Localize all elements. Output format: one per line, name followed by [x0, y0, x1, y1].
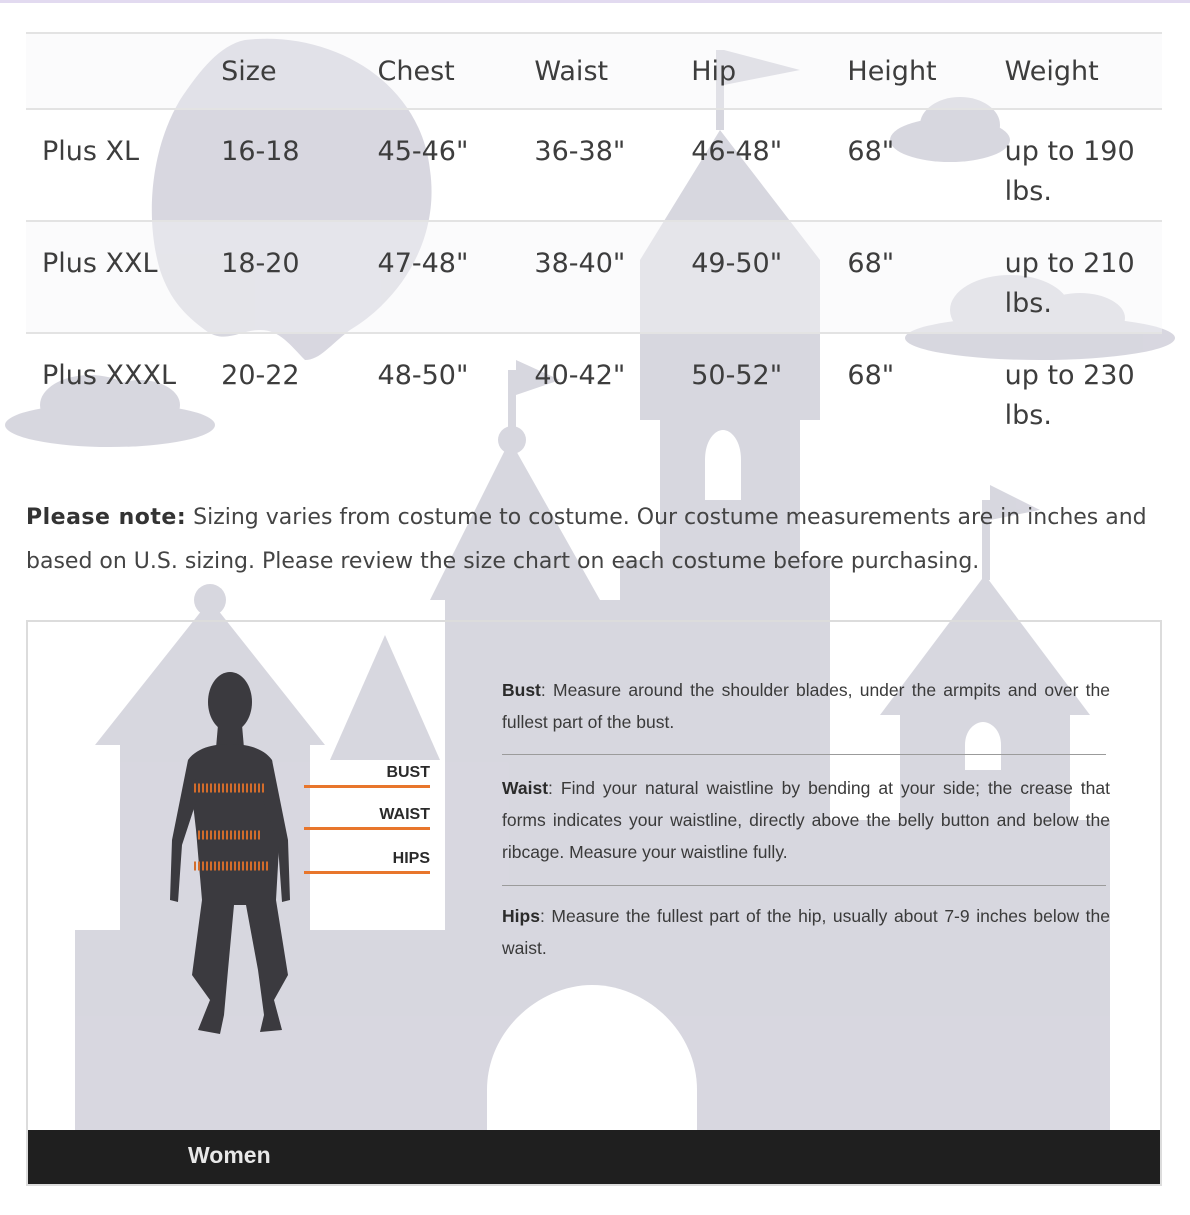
waist-label: WAIST	[379, 806, 430, 823]
cell-size: 18-20	[221, 221, 377, 333]
cell-height: 68"	[847, 109, 1004, 221]
table-row	[26, 109, 1162, 221]
measurement-guide	[26, 620, 1162, 1186]
divider	[502, 885, 1106, 886]
header-weight: Weight	[1005, 33, 1162, 109]
bust-description	[502, 674, 1110, 738]
bust-line	[304, 785, 430, 788]
hips-description	[502, 900, 1110, 964]
header-waist: Waist	[534, 33, 691, 109]
cell-waist: 40-42"	[534, 333, 691, 445]
header-height: Height	[847, 33, 1004, 109]
cell-label: Plus XXXL	[26, 333, 221, 445]
cell-label: Plus XL	[26, 109, 221, 221]
bust-label: BUST	[386, 764, 430, 781]
header-chest: Chest	[378, 33, 535, 109]
table-row	[26, 221, 1162, 333]
size-chart-table	[26, 32, 1162, 445]
guide-gender-label: Women	[188, 1142, 271, 1168]
hips-term: Hips	[502, 906, 540, 926]
cell-waist: 36-38"	[534, 109, 691, 221]
note-label: Please note:	[26, 505, 187, 530]
cell-height: 68"	[847, 333, 1004, 445]
bust-text: : Measure around the shoulder blades, under the armpits and over the fullest part of the bust.	[502, 680, 1110, 732]
header-label	[26, 33, 221, 109]
cell-weight: up to 210 lbs.	[1005, 221, 1162, 333]
hips-label: HIPS	[392, 850, 430, 867]
cell-hip: 49-50"	[691, 221, 847, 333]
cell-height: 68"	[847, 221, 1004, 333]
cell-weight: up to 230 lbs.	[1005, 333, 1162, 445]
cell-hip: 50-52"	[691, 333, 847, 445]
waist-description	[502, 772, 1110, 868]
header-hip: Hip	[691, 33, 847, 109]
waist-line	[304, 827, 430, 830]
note-text: Sizing varies from costume to costume. Our costume measurements are in inches and based on U.S. sizing. Please review the size chart on each costume before purchasing.	[26, 505, 1147, 574]
cell-size: 16-18	[221, 109, 377, 221]
cell-size: 20-22	[221, 333, 377, 445]
cell-chest: 48-50"	[378, 333, 535, 445]
hips-text: : Measure the fullest part of the hip, usually about 7-9 inches below the waist.	[502, 906, 1110, 958]
cell-chest: 45-46"	[378, 109, 535, 221]
sizing-note	[26, 496, 1166, 584]
header-size: Size	[221, 33, 377, 109]
cell-label: Plus XXL	[26, 221, 221, 333]
cell-hip: 46-48"	[691, 109, 847, 221]
waist-text: : Find your natural waistline by bending at your side; the crease that forms indicates your waistline, directly above the belly button and below the ribcage. Measure your waistline fully.	[502, 778, 1110, 862]
bust-term: Bust	[502, 680, 541, 700]
woman-silhouette-icon	[148, 670, 308, 1050]
hips-line	[304, 871, 430, 874]
table-row	[26, 333, 1162, 445]
table-header-row	[26, 33, 1162, 109]
cell-chest: 47-48"	[378, 221, 535, 333]
cell-waist: 38-40"	[534, 221, 691, 333]
cell-weight: up to 190 lbs.	[1005, 109, 1162, 221]
waist-term: Waist	[502, 778, 549, 798]
divider	[502, 754, 1106, 755]
guide-footer-bar	[28, 1130, 1160, 1184]
